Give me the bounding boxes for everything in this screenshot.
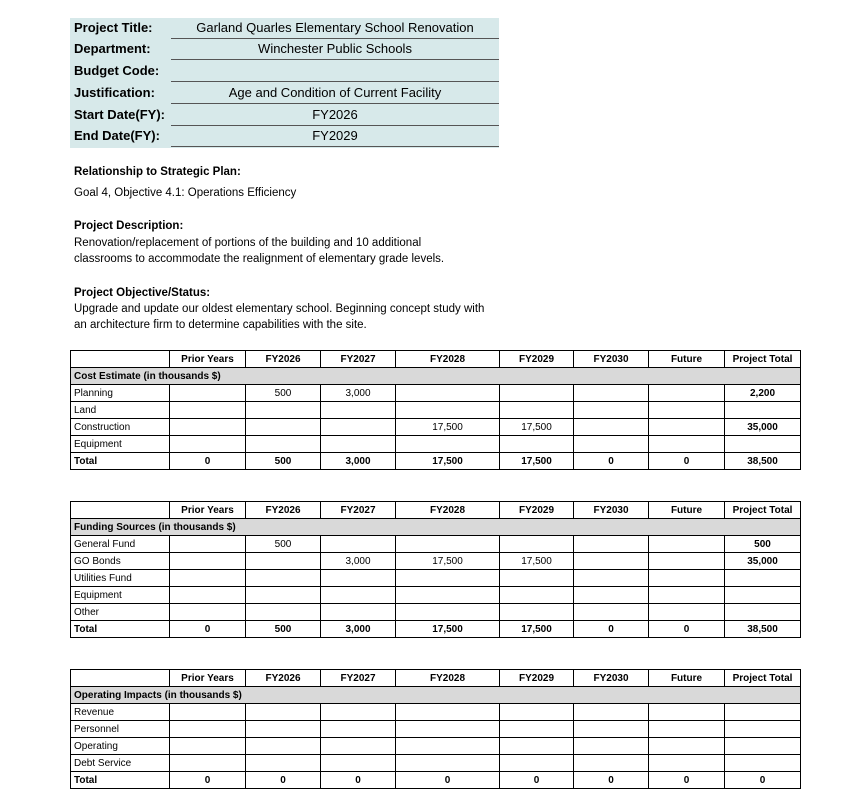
row-label: Total: [71, 453, 170, 470]
value-cell: [246, 704, 321, 721]
value-cell: [574, 402, 649, 419]
value-cell: [649, 604, 725, 621]
project-info-block: [70, 18, 499, 148]
value-cell: 3,000: [321, 453, 396, 470]
value-cell: 3,000: [321, 553, 396, 570]
project-total-cell: [725, 755, 801, 772]
table-row: [71, 402, 801, 419]
value-cell: [574, 721, 649, 738]
value-cell: [246, 553, 321, 570]
header-blank-cell: [71, 502, 170, 519]
value-cell: 0: [574, 453, 649, 470]
column-header: FY2027: [321, 670, 396, 687]
value-cell: 0: [649, 453, 725, 470]
column-header: FY2029: [500, 351, 574, 368]
value-cell: 17,500: [396, 419, 500, 436]
value-cell: [574, 536, 649, 553]
value-cell: [246, 755, 321, 772]
value-cell: [649, 704, 725, 721]
column-header: Project Total: [725, 351, 801, 368]
value-cell: [246, 604, 321, 621]
table-row: [71, 536, 801, 553]
info-label: Budget Code:: [74, 63, 160, 78]
column-header: FY2029: [500, 502, 574, 519]
column-header: FY2028: [396, 351, 500, 368]
table-row: [71, 436, 801, 453]
value-cell: [500, 604, 574, 621]
column-header: Project Total: [725, 502, 801, 519]
value-cell: 3,000: [321, 621, 396, 638]
value-cell: [321, 536, 396, 553]
project-total-cell: [725, 587, 801, 604]
value-cell: [246, 402, 321, 419]
project-total-cell: 500: [725, 536, 801, 553]
table-row: [71, 755, 801, 772]
value-cell: 17,500: [396, 621, 500, 638]
section-header-row: [71, 368, 801, 385]
row-label: General Fund: [71, 536, 170, 553]
section-header-row: [71, 687, 801, 704]
table-row: [71, 553, 801, 570]
column-header: Future: [649, 502, 725, 519]
section-fill: [246, 519, 801, 536]
value-cell: [574, 419, 649, 436]
value-cell: [649, 570, 725, 587]
value-cell: [574, 587, 649, 604]
info-row-end-date: [70, 126, 499, 147]
value-cell: [500, 587, 574, 604]
value-cell: [170, 704, 246, 721]
project-total-cell: 38,500: [725, 621, 801, 638]
value-cell: [321, 402, 396, 419]
section-header-row: [71, 519, 801, 536]
value-cell: 0: [321, 772, 396, 789]
total-row: [71, 621, 801, 638]
value-cell: [574, 704, 649, 721]
project-total-cell: [725, 402, 801, 419]
value-cell: [500, 570, 574, 587]
table-row: [71, 604, 801, 621]
info-label: End Date(FY):: [74, 128, 160, 143]
value-cell: [396, 604, 500, 621]
row-label: Personnel: [71, 721, 170, 738]
row-label: Equipment: [71, 587, 170, 604]
project-total-cell: [725, 738, 801, 755]
value-cell: 0: [649, 772, 725, 789]
value-cell: [574, 570, 649, 587]
value-cell: [170, 402, 246, 419]
value-cell: [246, 721, 321, 738]
row-label: Debt Service: [71, 755, 170, 772]
value-cell: [321, 704, 396, 721]
row-label: Operating: [71, 738, 170, 755]
value-cell: 500: [246, 453, 321, 470]
info-label: Justification:: [74, 85, 155, 100]
info-value-end-date: FY2029: [171, 126, 499, 147]
info-label: Start Date(FY):: [74, 107, 166, 122]
value-cell: [574, 755, 649, 772]
info-value-project-title: Garland Quarles Elementary School Renovation: [171, 18, 499, 39]
value-cell: 0: [170, 772, 246, 789]
value-cell: 0: [170, 453, 246, 470]
total-row: [71, 453, 801, 470]
project-description-line-2: classrooms to accommodate the realignment of elementary grade levels.: [74, 253, 445, 265]
value-cell: [649, 587, 725, 604]
value-cell: [649, 536, 725, 553]
table-row: [71, 419, 801, 436]
value-cell: 17,500: [500, 553, 574, 570]
section-fill: [246, 687, 801, 704]
column-header: FY2027: [321, 351, 396, 368]
value-cell: [500, 704, 574, 721]
value-cell: [649, 738, 725, 755]
value-cell: [321, 587, 396, 604]
value-cell: [170, 587, 246, 604]
value-cell: [246, 419, 321, 436]
value-cell: [396, 738, 500, 755]
row-label: Utilities Fund: [71, 570, 170, 587]
total-row: [71, 772, 801, 789]
value-cell: [321, 721, 396, 738]
value-cell: [396, 755, 500, 772]
value-cell: [321, 604, 396, 621]
value-cell: 500: [246, 536, 321, 553]
section-title: Operating Impacts (in thousands $): [71, 687, 246, 704]
table-row: [71, 721, 801, 738]
column-header: FY2026: [246, 670, 321, 687]
value-cell: [321, 419, 396, 436]
value-cell: 17,500: [396, 553, 500, 570]
value-cell: [170, 755, 246, 772]
info-value-budget-code: [171, 61, 499, 82]
value-cell: 17,500: [500, 621, 574, 638]
project-total-cell: 35,000: [725, 553, 801, 570]
column-header: FY2026: [246, 502, 321, 519]
value-cell: [396, 385, 500, 402]
value-cell: [574, 553, 649, 570]
value-cell: [500, 402, 574, 419]
value-cell: [170, 738, 246, 755]
table-header-row: [71, 502, 801, 519]
section-title: Cost Estimate (in thousands $): [71, 368, 246, 385]
value-cell: 500: [246, 385, 321, 402]
strategic-plan-title: Relationship to Strategic Plan:: [74, 166, 241, 178]
table-row: [71, 587, 801, 604]
section-title: Funding Sources (in thousands $): [71, 519, 246, 536]
info-row-start-date: [70, 105, 499, 126]
row-label: Planning: [71, 385, 170, 402]
table-header-row: [71, 670, 801, 687]
column-header: FY2027: [321, 502, 396, 519]
project-total-cell: 35,000: [725, 419, 801, 436]
value-cell: [649, 436, 725, 453]
value-cell: [396, 704, 500, 721]
value-cell: [170, 604, 246, 621]
table-row: [71, 570, 801, 587]
row-label: Other: [71, 604, 170, 621]
project-total-cell: [725, 721, 801, 738]
info-label: Department:: [74, 41, 151, 56]
info-row-justification: [70, 83, 499, 104]
info-row-project-title: [70, 18, 499, 39]
column-header: FY2028: [396, 670, 500, 687]
value-cell: [500, 385, 574, 402]
value-cell: [321, 755, 396, 772]
value-cell: [170, 419, 246, 436]
project-total-cell: 2,200: [725, 385, 801, 402]
value-cell: [500, 436, 574, 453]
project-objective-title: Project Objective/Status:: [74, 287, 211, 299]
value-cell: [321, 436, 396, 453]
section-fill: [246, 368, 801, 385]
row-label: Land: [71, 402, 170, 419]
value-cell: [170, 385, 246, 402]
value-cell: [396, 721, 500, 738]
column-header: FY2030: [574, 670, 649, 687]
value-cell: [500, 536, 574, 553]
column-header: Project Total: [725, 670, 801, 687]
funding-sources-table: [70, 501, 801, 638]
project-total-cell: [725, 604, 801, 621]
project-total-cell: [725, 570, 801, 587]
row-label: Equipment: [71, 436, 170, 453]
cost-estimate-table: [70, 350, 801, 470]
value-cell: [396, 587, 500, 604]
value-cell: [649, 419, 725, 436]
info-value-start-date: FY2026: [171, 105, 499, 126]
operating-impacts-table: [70, 669, 801, 789]
value-cell: [170, 553, 246, 570]
column-header: FY2030: [574, 351, 649, 368]
value-cell: [246, 570, 321, 587]
column-header: Future: [649, 670, 725, 687]
value-cell: [574, 436, 649, 453]
value-cell: [500, 755, 574, 772]
project-total-cell: [725, 436, 801, 453]
project-total-cell: 0: [725, 772, 801, 789]
value-cell: [574, 385, 649, 402]
value-cell: 17,500: [500, 419, 574, 436]
value-cell: [246, 436, 321, 453]
value-cell: 0: [649, 621, 725, 638]
row-label: Construction: [71, 419, 170, 436]
value-cell: 0: [396, 772, 500, 789]
table-row: [71, 385, 801, 402]
project-total-cell: [725, 704, 801, 721]
value-cell: [500, 738, 574, 755]
value-cell: 17,500: [396, 453, 500, 470]
value-cell: [170, 536, 246, 553]
table-header-row: [71, 351, 801, 368]
column-header: FY2026: [246, 351, 321, 368]
value-cell: [170, 570, 246, 587]
value-cell: [500, 721, 574, 738]
project-description-line-1: Renovation/replacement of portions of the building and 10 additional: [74, 237, 422, 249]
value-cell: [649, 553, 725, 570]
column-header: Future: [649, 351, 725, 368]
value-cell: 0: [574, 772, 649, 789]
project-objective-line-1: Upgrade and update our oldest elementary school. Beginning concept study with: [74, 303, 485, 315]
info-row-budget-code: [70, 61, 499, 82]
column-header: Prior Years: [170, 351, 246, 368]
strategic-plan-text: Goal 4, Objective 4.1: Operations Efficiency: [74, 187, 297, 199]
value-cell: [649, 385, 725, 402]
column-header: FY2028: [396, 502, 500, 519]
row-label: Total: [71, 772, 170, 789]
value-cell: 0: [170, 621, 246, 638]
table-row: [71, 738, 801, 755]
value-cell: [396, 436, 500, 453]
value-cell: [649, 721, 725, 738]
value-cell: [321, 738, 396, 755]
info-value-department: Winchester Public Schools: [171, 39, 499, 60]
value-cell: 0: [574, 621, 649, 638]
column-header: Prior Years: [170, 670, 246, 687]
info-row-department: [70, 39, 499, 60]
value-cell: 500: [246, 621, 321, 638]
header-blank-cell: [71, 351, 170, 368]
value-cell: [574, 604, 649, 621]
value-cell: 17,500: [500, 453, 574, 470]
value-cell: [170, 721, 246, 738]
value-cell: [246, 738, 321, 755]
value-cell: [321, 570, 396, 587]
value-cell: [649, 402, 725, 419]
column-header: FY2030: [574, 502, 649, 519]
row-label: Total: [71, 621, 170, 638]
column-header: FY2029: [500, 670, 574, 687]
value-cell: [396, 536, 500, 553]
value-cell: [170, 436, 246, 453]
value-cell: [396, 570, 500, 587]
info-label: Project Title:: [74, 20, 153, 35]
column-header: Prior Years: [170, 502, 246, 519]
project-total-cell: 38,500: [725, 453, 801, 470]
value-cell: 3,000: [321, 385, 396, 402]
row-label: GO Bonds: [71, 553, 170, 570]
value-cell: 0: [500, 772, 574, 789]
value-cell: 0: [246, 772, 321, 789]
row-label: Revenue: [71, 704, 170, 721]
value-cell: [246, 587, 321, 604]
header-blank-cell: [71, 670, 170, 687]
value-cell: [396, 402, 500, 419]
project-objective-line-2: an architecture firm to determine capabilities with the site.: [74, 319, 367, 331]
project-description-title: Project Description:: [74, 220, 184, 232]
value-cell: [574, 738, 649, 755]
table-row: [71, 704, 801, 721]
info-value-justification: Age and Condition of Current Facility: [171, 83, 499, 104]
value-cell: [649, 755, 725, 772]
